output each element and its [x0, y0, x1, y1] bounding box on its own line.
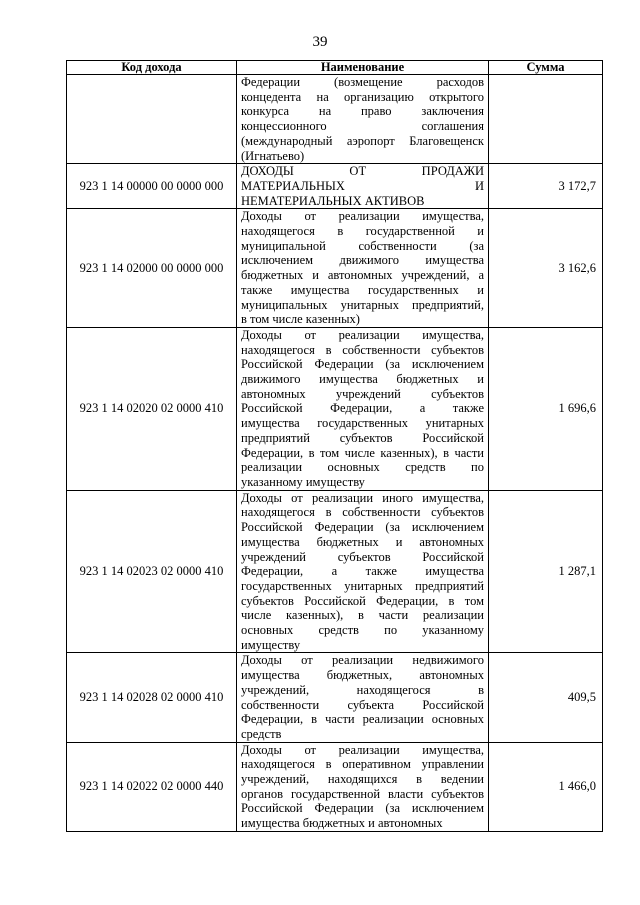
revenue-name-cell	[237, 327, 489, 490]
name-line: (Игнатьево)	[241, 148, 305, 163]
table-row	[67, 327, 603, 490]
name-line: числе казенных), в части реализации	[241, 608, 484, 623]
revenue-code-cell: 923 1 14 00000 00 0000 000	[67, 164, 237, 209]
name-line: учреждений, находящегося в	[241, 682, 484, 697]
table-row	[67, 209, 603, 328]
name-line: МАТЕРИАЛЬНЫХ И	[241, 178, 484, 193]
revenue-sum-cell: 1 466,0	[489, 742, 603, 831]
name-line: концессионного соглашения	[241, 119, 484, 134]
table-row	[67, 164, 603, 209]
revenue-name-cell	[237, 164, 489, 209]
name-line: конкурса на право заключения	[241, 104, 484, 119]
name-line: муниципальных унитарных предприятий,	[241, 297, 484, 312]
name-line: основных средств по указанному	[241, 623, 484, 638]
name-line: Доходы от реализации недвижимого	[241, 653, 484, 668]
revenue-code-cell: 923 1 14 02022 02 0000 440	[67, 742, 237, 831]
name-line: собственности субъекта Российской	[241, 697, 484, 712]
name-line: Федерации, в том числе казенных), в части	[241, 445, 484, 460]
name-line: находящегося в собственности субъектов	[241, 342, 484, 357]
name-line: имуществу	[241, 637, 301, 652]
table-row	[67, 653, 603, 742]
revenue-name-cell	[237, 653, 489, 742]
name-line: Доходы от реализации имущества,	[241, 209, 484, 224]
name-line: ДОХОДЫ ОТ ПРОДАЖИ	[241, 164, 484, 179]
name-line: указанному имуществу	[241, 474, 365, 489]
revenue-sum-cell	[489, 75, 603, 164]
name-line: реализации основных средств по	[241, 460, 484, 475]
name-line: Российской Федерации, а также	[241, 401, 484, 416]
name-line: бюджетных и автономных учреждений, а	[241, 268, 484, 283]
revenue-code-cell: 923 1 14 02000 00 0000 000	[67, 209, 237, 328]
name-line: муниципальной собственности (за	[241, 238, 484, 253]
revenue-code-cell: 923 1 14 02023 02 0000 410	[67, 490, 237, 653]
header-name: Наименование	[237, 61, 489, 75]
name-line: средств	[241, 726, 282, 741]
revenue-name-cell	[237, 742, 489, 831]
name-line: находящегося в оперативном управлении	[241, 757, 484, 772]
header-code: Код дохода	[67, 61, 237, 75]
name-line: Доходы от реализации имущества,	[241, 742, 484, 757]
name-line: субъектов Российской Федерации, в том	[241, 593, 484, 608]
name-line: учреждений субъектов Российской	[241, 549, 484, 564]
revenue-code-cell: 923 1 14 02020 02 0000 410	[67, 327, 237, 490]
name-line: в том числе казенных)	[241, 312, 360, 327]
revenue-code-cell: 923 1 14 02028 02 0000 410	[67, 653, 237, 742]
name-line: Российской Федерации (за исключением	[241, 801, 484, 816]
name-line: государственных унитарных предприятий	[241, 578, 484, 593]
table-body	[67, 75, 603, 832]
name-line: также имущества государственных и	[241, 282, 484, 297]
revenue-name-cell	[237, 209, 489, 328]
revenue-code-cell	[67, 75, 237, 164]
name-line: НЕМАТЕРИАЛЬНЫХ АКТИВОВ	[241, 193, 425, 208]
page-number: 39	[312, 34, 328, 50]
name-line: имущества бюджетных и автономных	[241, 816, 443, 831]
name-line: Федерации, в части реализации основных	[241, 712, 484, 727]
name-line: имущества государственных унитарных	[241, 416, 484, 431]
name-line: Российской Федерации (за исключением	[241, 357, 484, 372]
name-line: органов государственной власти субъектов	[241, 786, 484, 801]
revenue-sum-cell: 409,5	[489, 653, 603, 742]
name-line: автономных учреждений субъектов	[241, 386, 484, 401]
name-line: движимого имущества бюджетных и	[241, 372, 484, 387]
name-line: имущества бюджетных, автономных	[241, 668, 484, 683]
name-line: находящегося в государственной и	[241, 224, 484, 239]
name-line: Федерации (возмещение расходов	[241, 75, 484, 89]
header-sum: Сумма	[489, 61, 603, 75]
revenue-sum-cell: 3 162,6	[489, 209, 603, 328]
name-line: Федерации, а также имущества	[241, 564, 484, 579]
name-line: Доходы от реализации имущества,	[241, 327, 484, 342]
table-header-row	[67, 61, 603, 75]
name-line: Российской Федерации (за исключением	[241, 520, 484, 535]
name-line: учреждений, находящихся в ведении	[241, 772, 484, 787]
name-line: предприятий субъектов Российской	[241, 430, 484, 445]
name-line: (международный аэропорт Благовещенск	[241, 133, 484, 148]
table-row	[67, 490, 603, 653]
name-line: находящегося в собственности субъектов	[241, 505, 484, 520]
name-line: имущества бюджетных и автономных	[241, 534, 484, 549]
revenue-name-cell	[237, 490, 489, 653]
table-row	[67, 75, 603, 164]
name-line: исключением движимого имущества	[241, 253, 484, 268]
revenue-name-cell	[237, 75, 489, 164]
name-line: концедента на организацию открытого	[241, 89, 484, 104]
table-row	[67, 742, 603, 831]
revenue-sum-cell: 1 696,6	[489, 327, 603, 490]
revenue-table	[66, 60, 603, 832]
name-line: Доходы от реализации иного имущества,	[241, 490, 484, 505]
revenue-sum-cell: 1 287,1	[489, 490, 603, 653]
revenue-sum-cell: 3 172,7	[489, 164, 603, 209]
